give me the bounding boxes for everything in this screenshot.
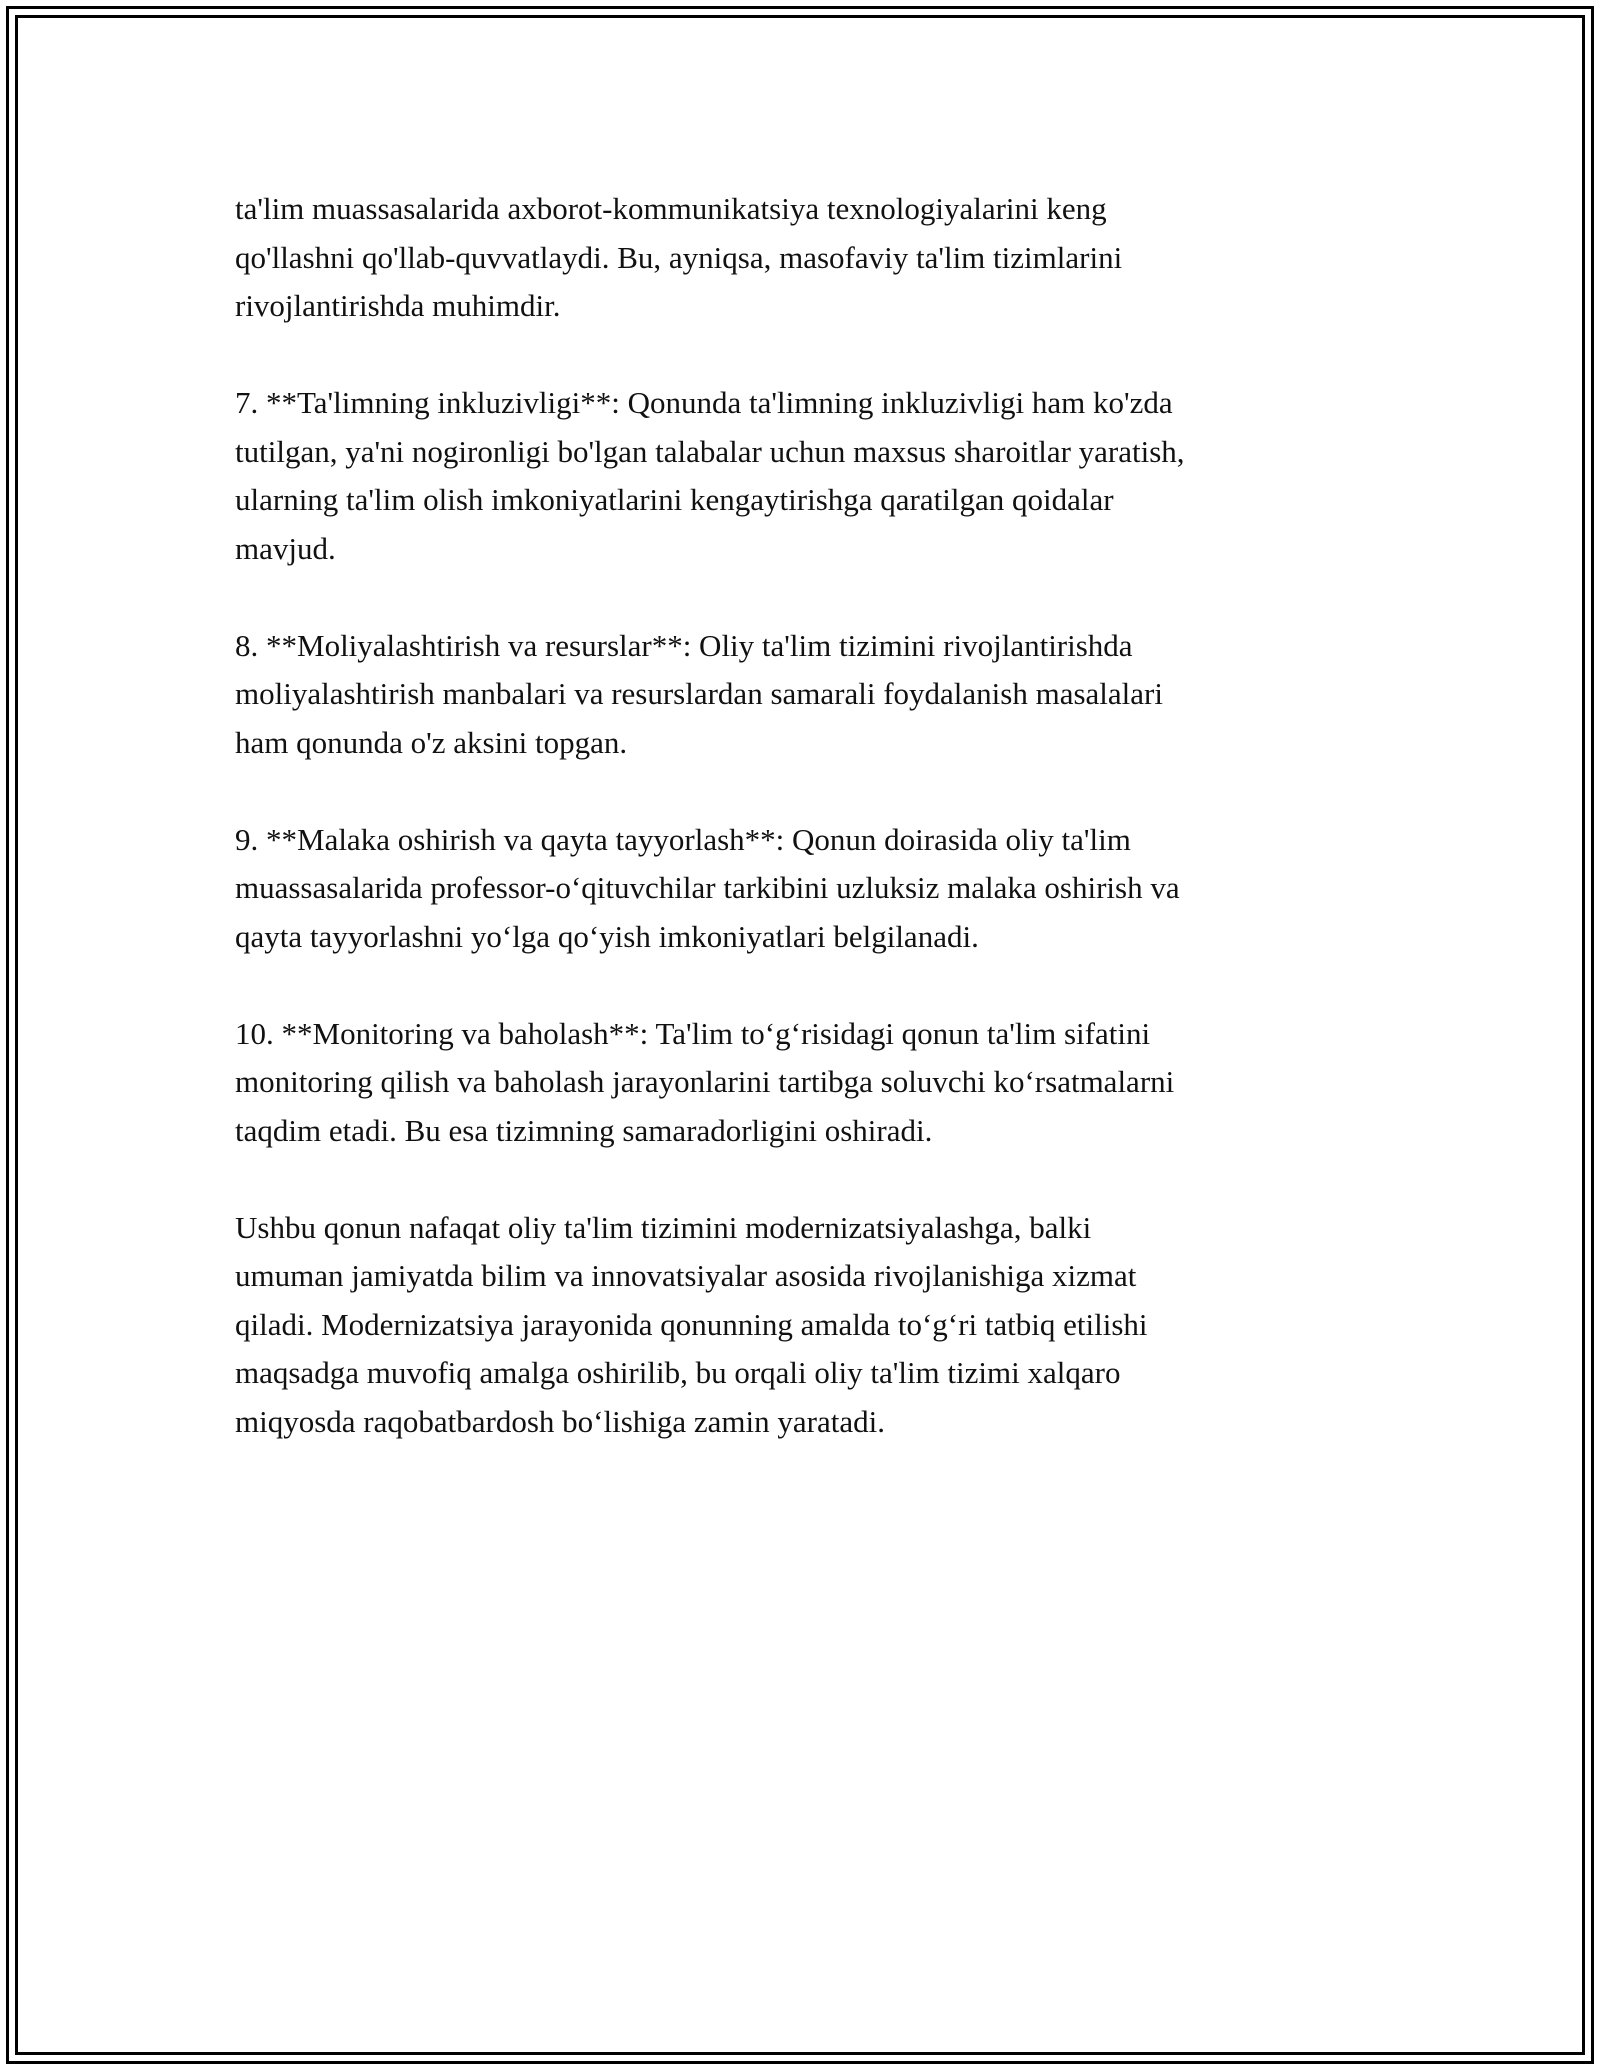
paragraph-item-9: 9. **Malaka oshirish va qayta tayyorlash**: Qonun doirasida oliy ta'lim muassasalarida professor-o‘qituvchilar tarkibini uzluksiz malaka oshirish va qayta tayyorlashni yo‘lga qo‘yish imkoniyatlari belgilanadi. — [235, 821, 1180, 954]
paragraph-intro-continuation: ta'lim muassasalarida axborot-kommunikatsiya texnologiyalarini keng qo'llashni qo'llab-quvvatlaydi. Bu, ayniqsa, masofaviy ta'lim tizimlarini rivojlantirishda muhimdir. — [235, 191, 1123, 323]
document-body — [235, 185, 1375, 1495]
paragraph-item-8: 8. **Moliyalashtirish va resurslar**: Oliy ta'lim tizimini rivojlantirishda moliyalashtirish manbalari va resurslardan samarali foydalanish masalalari ham qonunda o'z aksini topgan. — [235, 627, 1163, 760]
paragraph-item-10: 10. **Monitoring va baholash**: Ta'lim to‘g‘risidagi qonun ta'lim sifatini monitoring qilish va baholash jarayonlarini tartibga soluvchi ko‘rsatmalarni taqdim etadi. Bu esa tizimning samaradorligini oshiradi. — [235, 1015, 1175, 1148]
paragraph-conclusion: Ushbu qonun nafaqat oliy ta'lim tizimini modernizatsiyalashga, balki umuman jamiyatda bilim va innovatsiyalar asosida rivojlanishiga xizmat qiladi. Modernizatsiya jarayonida qonunning amalda to‘g‘ri tatbiq etilishi maqsadga muvofiq amalga oshirilib, bu orqali oliy ta'lim tizimi xalqaro miqyosda raqobatbardosh bo‘lishiga zamin yaratadi. — [235, 1209, 1148, 1439]
paragraph-item-7: 7. **Ta'limning inkluzivligi**: Qonunda ta'limning inkluzivligi ham ko'zda tutilgan, ya'ni nogironligi bo'lgan talabalar uchun maxsus sharoitlar yaratish, ularning ta'lim olish imkoniyatlarini kengaytirishga qaratilgan qoidalar mavjud. — [235, 385, 1185, 566]
